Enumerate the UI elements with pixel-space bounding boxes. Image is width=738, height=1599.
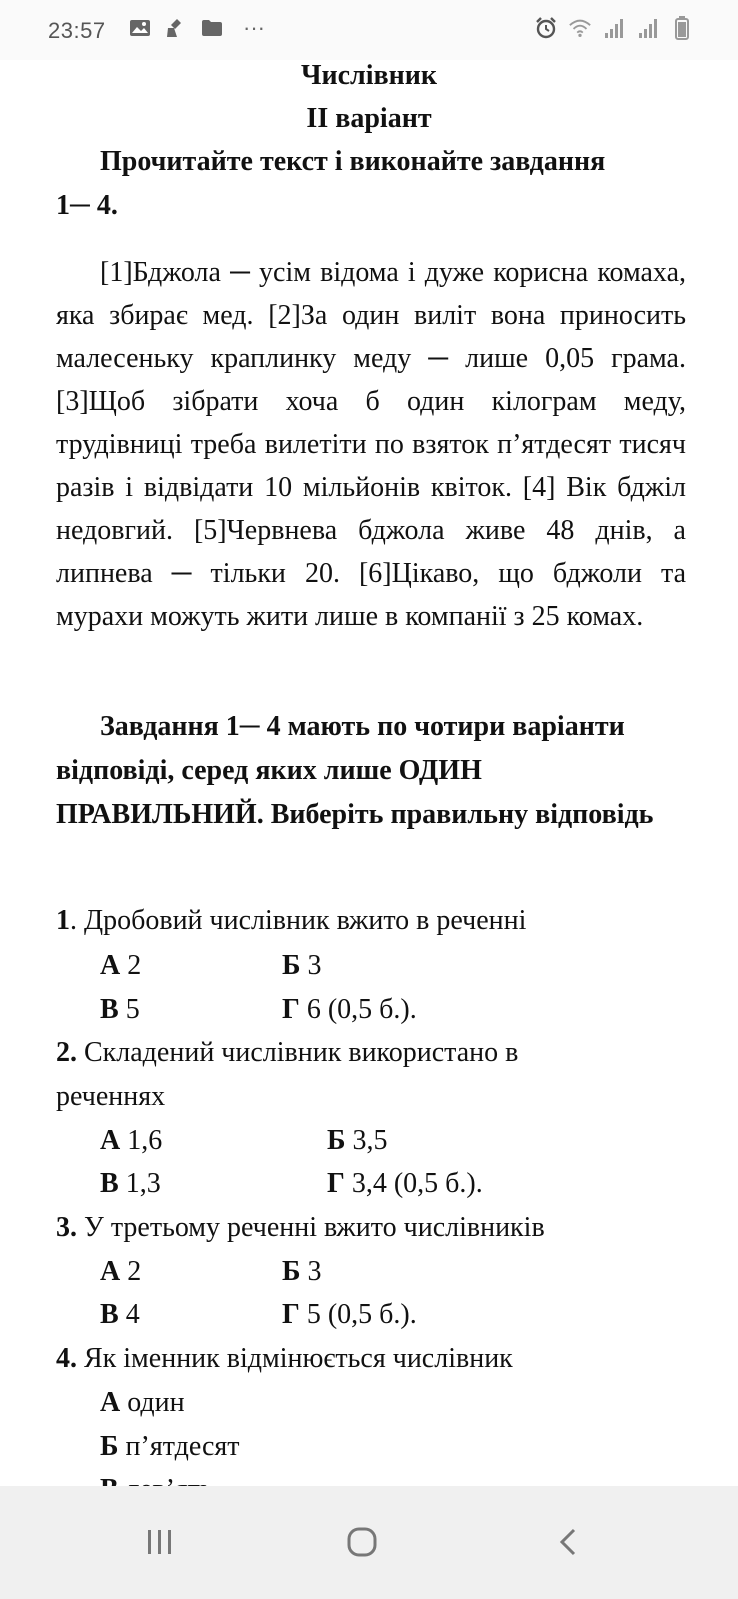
task-instruction: Завдання 1─ 4 мають по чотири варіанти відповіді, серед яких лише ОДИН ПРАВИЛЬНИЙ. Виберіть правильну відповідь [56, 711, 654, 830]
option-letter: В [100, 1299, 119, 1330]
option-letter: В [100, 1168, 119, 1199]
alarm-icon [534, 16, 558, 40]
cleaner-icon [164, 16, 188, 40]
question-2 [56, 1037, 518, 1069]
option-a [100, 1387, 185, 1419]
option-letter: Б [327, 1125, 346, 1156]
option-value: 3 [307, 1256, 322, 1287]
home-icon[interactable] [342, 1522, 382, 1562]
option-value: 5 (0,5 б.). [306, 1299, 417, 1330]
option-g [282, 994, 417, 1026]
question-3 [56, 1212, 545, 1244]
instruction-line1: Прочитайте текст і виконайте завдання [100, 146, 606, 177]
option-letter: А [100, 950, 121, 981]
option-value: 4 [125, 1299, 140, 1330]
wifi-icon [568, 16, 592, 40]
option-value: 1,3 [125, 1168, 161, 1199]
option-letter: А [100, 1256, 121, 1287]
option-g [282, 1299, 417, 1331]
option-v [100, 1299, 140, 1331]
option-letter: А [100, 1387, 121, 1418]
status-icons-left [128, 16, 272, 40]
recent-apps-icon[interactable] [140, 1522, 180, 1562]
option-letter: Б [282, 950, 301, 981]
option-letter: Г [282, 994, 300, 1025]
question-number: 4. [56, 1343, 77, 1374]
doc-variant: ІІ варіант [306, 103, 432, 134]
question-text: Складений числівник використано в [77, 1037, 519, 1068]
navigation-bar [0, 1486, 738, 1599]
option-b [282, 950, 322, 982]
option-letter: Б [282, 1256, 301, 1287]
question-number: 2. [56, 1037, 77, 1068]
doc-title: Числівник [300, 60, 438, 91]
more-icon: ··· [243, 15, 265, 40]
option-letter: Г [282, 1299, 300, 1330]
option-a [100, 950, 141, 982]
question-text: Як іменник відмінюється числівник [77, 1343, 513, 1374]
folder-icon [200, 16, 224, 40]
option-b [100, 1431, 239, 1463]
option-letter: Б [100, 1431, 119, 1462]
option-value: 2 [127, 1256, 142, 1287]
battery-icon [670, 16, 694, 40]
option-value: 5 [125, 994, 140, 1025]
option-value: один [127, 1387, 185, 1418]
question-number: 1 [56, 905, 70, 936]
option-letter: В [100, 994, 119, 1025]
option-b [327, 1125, 388, 1157]
option-value: 1,6 [127, 1125, 163, 1156]
option-value: 3 [307, 950, 322, 981]
option-value: 6 (0,5 б.). [306, 994, 417, 1025]
signal-icon [602, 16, 626, 40]
signal-icon-2 [636, 16, 660, 40]
option-b [282, 1256, 322, 1288]
text-paragraph: [1]Бджола ─ усім відома і дуже корисна комаха, яка збирає мед. [2]За один виліт вона приносить малесеньку краплинку меду ─ лише 0,05 грама. [3]Щоб зібрати хоча б один кілограм меду, трудівниці треба вилетіти по взяток п’ятдесят тисяч разів і відвідати 10 мільйонів квіток. [4] Вік бджіл недовгий. [5]Червнева бджола живе 48 днів, а липнева ─ тільки 20. [6]Цікаво, що бджоли та мурахи можуть жити лише в компанії з 25 комах. [56, 257, 686, 632]
status-icons-right [534, 16, 694, 40]
option-value: 3,4 (0,5 б.). [351, 1168, 483, 1199]
question-number: 3. [56, 1212, 77, 1243]
instruction-line2: 1─ 4. [56, 190, 118, 221]
question-4 [56, 1343, 513, 1375]
status-time: 23:57 [48, 18, 106, 43]
question-text: . Дробовий числівник вжито в реченні [70, 905, 527, 936]
question-1 [56, 905, 526, 937]
option-letter: Г [327, 1168, 345, 1199]
option-letter: А [100, 1125, 121, 1156]
option-value: п’ятдесят [125, 1431, 240, 1462]
option-g [327, 1168, 483, 1200]
question-2-cont: реченнях [56, 1081, 166, 1112]
option-value: 3,5 [352, 1125, 388, 1156]
option-a [100, 1125, 162, 1157]
status-bar [0, 0, 738, 60]
back-icon[interactable] [548, 1522, 588, 1562]
option-a [100, 1256, 141, 1288]
option-v [100, 1168, 161, 1200]
image-icon [128, 16, 152, 40]
instruction [56, 140, 686, 228]
option-v [100, 994, 140, 1026]
option-value: 2 [127, 950, 142, 981]
question-text: У третьому реченні вжито числівників [77, 1212, 545, 1243]
